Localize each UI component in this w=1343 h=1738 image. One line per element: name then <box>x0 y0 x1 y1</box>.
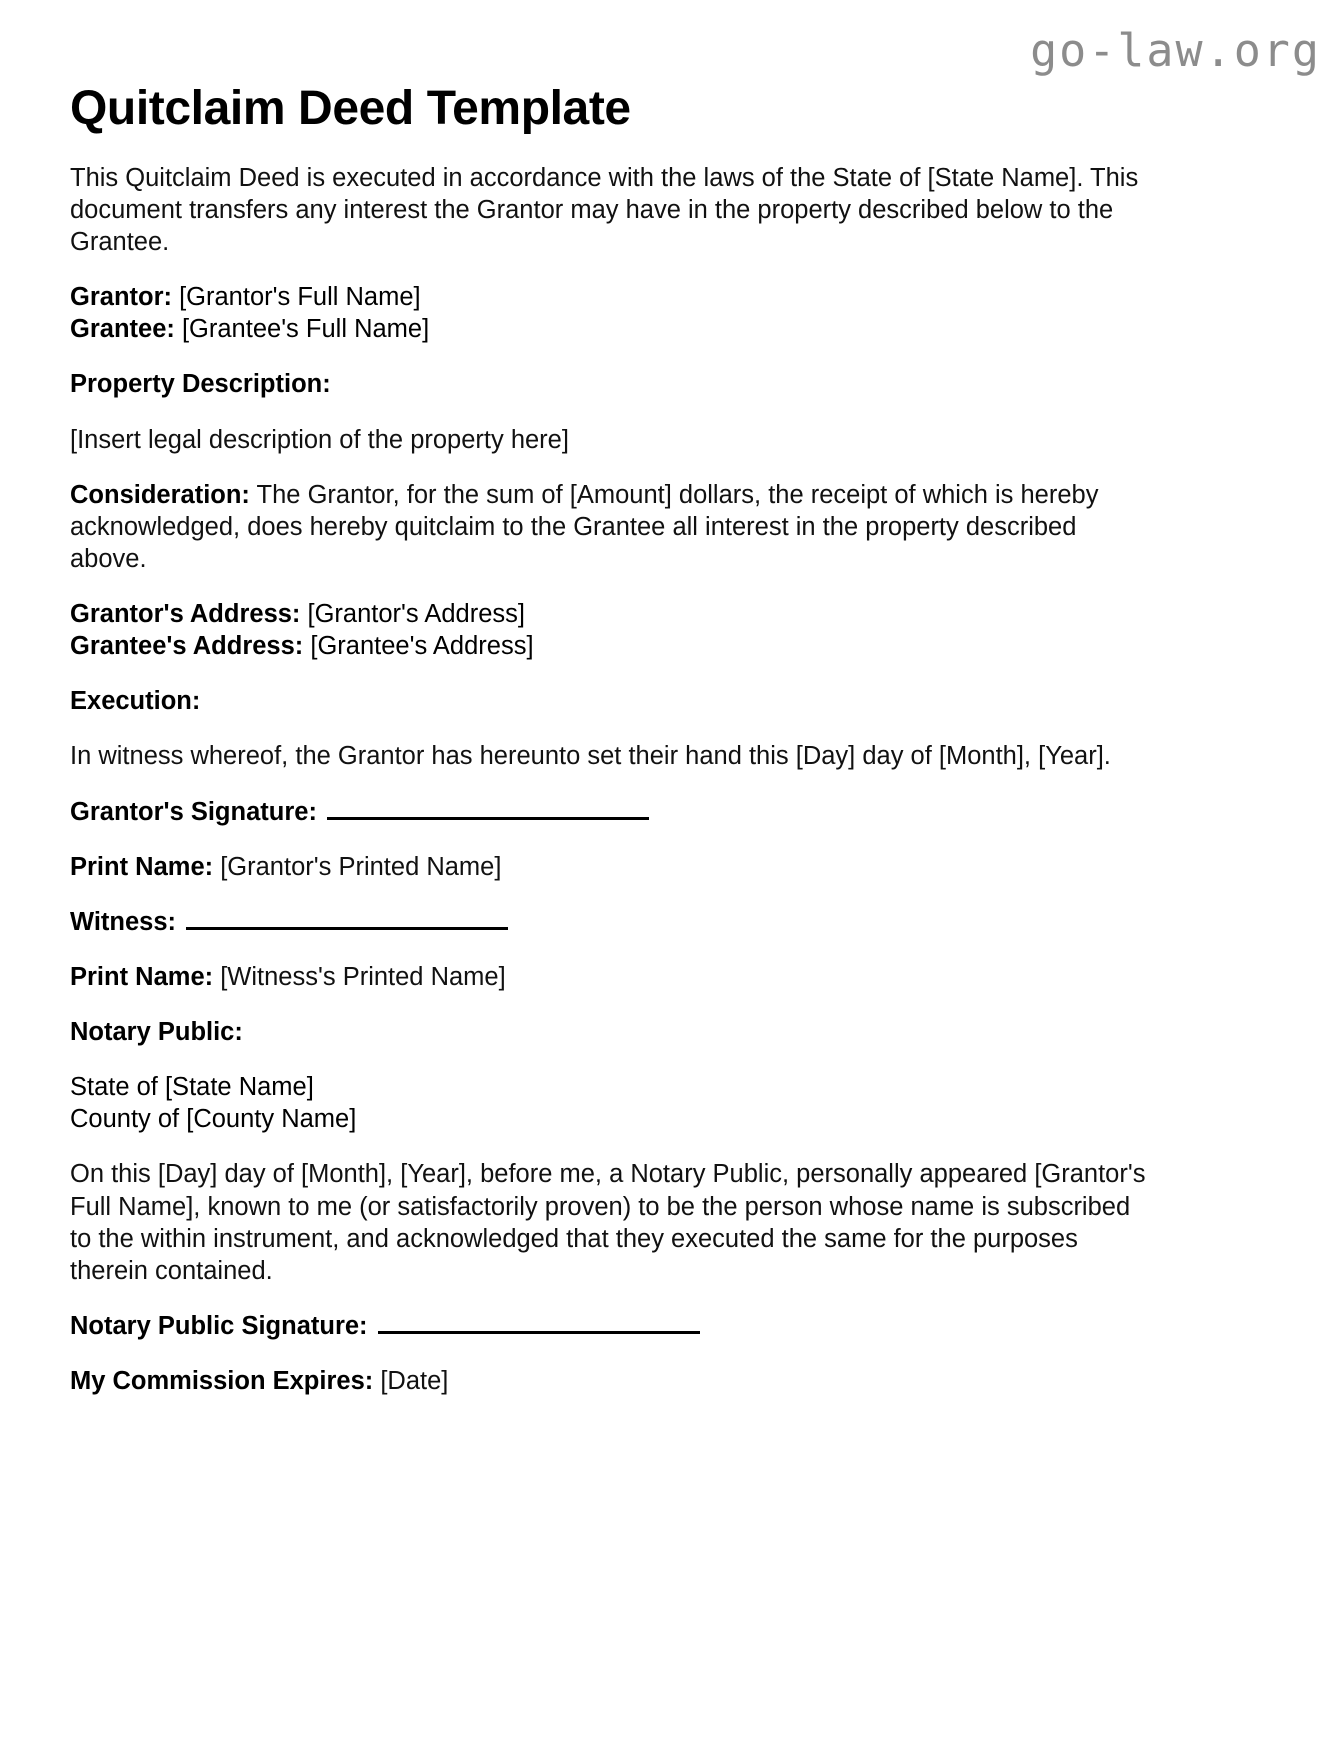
property-description-body: [Insert legal description of the property here] <box>70 425 569 454</box>
grantee-line <box>70 313 1148 345</box>
commission-expires-row <box>70 1365 1148 1397</box>
grantee-label: Grantee: <box>70 315 175 344</box>
grantee-address-label: Grantee's Address: <box>70 632 304 661</box>
consideration-body: The Grantor, for the sum of [Amount] dollars, the receipt of which is hereby acknowledged, does hereby quitclaim to the Grantee all interest in the property described above. <box>70 480 1099 573</box>
site-watermark: go-law.org <box>1030 24 1321 77</box>
property-description-heading: Property Description: <box>70 370 331 399</box>
grantor-print-name-value: [Grantor's Printed Name] <box>220 852 502 881</box>
intro-paragraph: This Quitclaim Deed is executed in accordance with the laws of the State of [State Name]. This document transfers any interest the Grantor may have in the property described below to the Grantee. <box>70 163 1139 256</box>
witness-signature-row <box>70 906 1148 938</box>
grantor-print-name-row <box>70 851 1148 883</box>
grantor-signature-label: Grantor's Signature: <box>70 797 317 826</box>
grantor-print-name-label: Print Name: <box>70 852 214 881</box>
grantee-value: [Grantee's Full Name] <box>181 315 430 344</box>
grantor-address-line <box>70 598 1148 630</box>
execution-heading: Execution: <box>70 687 201 716</box>
execution-paragraph: In witness whereof, the Grantor has hereunto set their hand this [Day] day of [Month], [Year]. <box>70 742 1111 771</box>
grantor-address-value: [Grantor's Address] <box>307 600 525 628</box>
commission-expires-label: My Commission Expires: <box>70 1367 374 1395</box>
witness-print-name-label: Print Name: <box>70 962 214 991</box>
parties-block <box>70 281 1148 345</box>
notary-jurisdiction-block <box>70 1071 1148 1135</box>
notary-county-line: County of [County Name] <box>70 1105 357 1134</box>
witness-signature-line[interactable] <box>186 908 508 929</box>
notary-state-line: State of [State Name] <box>70 1073 314 1102</box>
witness-print-name-value: [Witness's Printed Name] <box>220 962 506 991</box>
grantor-address-label: Grantor's Address: <box>70 600 301 628</box>
grantor-label: Grantor: <box>70 283 172 312</box>
commission-expires-value: [Date] <box>380 1367 449 1395</box>
notary-signature-label: Notary Public Signature: <box>70 1311 368 1340</box>
consideration-label: Consideration: <box>70 480 250 509</box>
consideration-paragraph <box>70 479 1148 575</box>
grantor-line <box>70 281 1148 313</box>
notary-public-heading: Notary Public: <box>70 1018 243 1046</box>
grantor-value: [Grantor's Full Name] <box>179 283 421 312</box>
grantor-signature-line[interactable] <box>327 798 649 819</box>
grantee-address-value: [Grantee's Address] <box>310 632 534 661</box>
notary-acknowledgment-paragraph: On this [Day] day of [Month], [Year], before me, a Notary Public, personally appeared [Grantor's Full Name], known to me (or satisfactorily proven) to be the person whose name is subscribed to the within instrument, and acknowledged that they executed the same for the purposes therein contained. <box>70 1160 1146 1285</box>
witness-print-name-row <box>70 961 1148 993</box>
notary-signature-row <box>70 1310 1148 1342</box>
grantor-signature-row <box>70 796 1148 828</box>
addresses-block <box>70 598 1148 662</box>
witness-signature-label: Witness: <box>70 907 177 936</box>
notary-signature-line[interactable] <box>378 1313 700 1334</box>
grantee-address-line <box>70 630 1148 662</box>
page-title: Quitclaim Deed Template <box>70 82 631 135</box>
document-body <box>70 136 1148 1397</box>
